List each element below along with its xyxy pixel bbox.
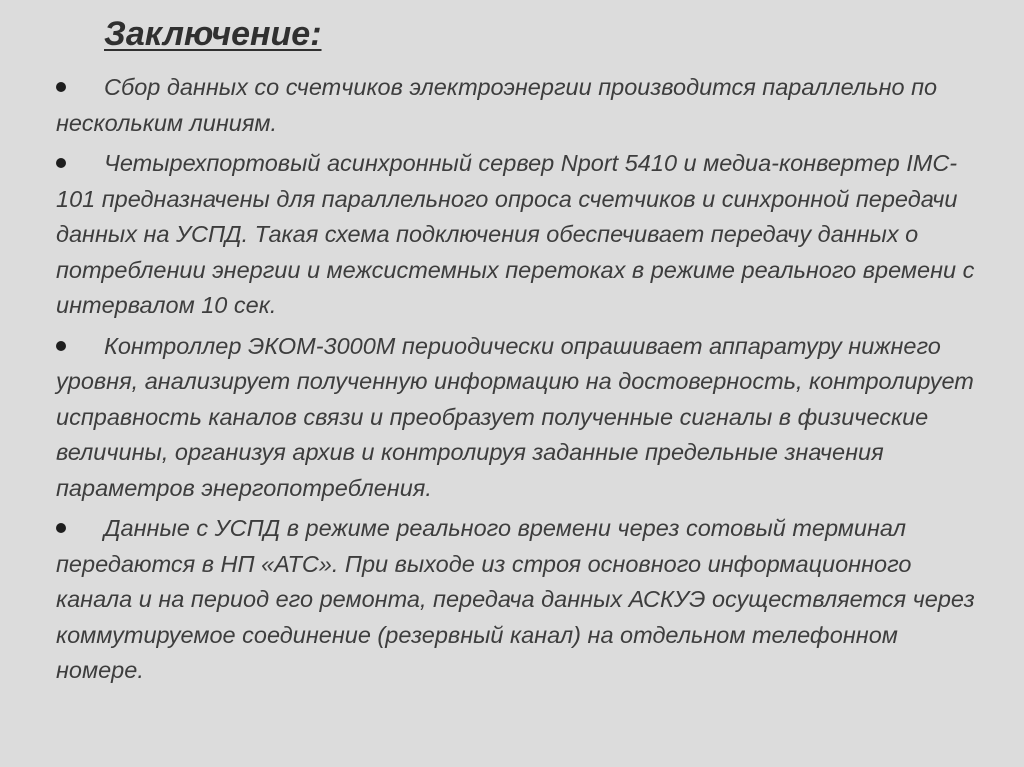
bullet-item bbox=[56, 146, 976, 324]
slide-title: Заключение: bbox=[104, 15, 322, 53]
bullet-dot-icon bbox=[56, 158, 66, 168]
bullet-item bbox=[56, 511, 976, 689]
bullet-text: Сбор данных со счетчиков электроэнергии производится параллельно по нескольким линиям. bbox=[56, 74, 938, 136]
bullet-text: Четырехпортовый асинхронный сервер Nport 5410 и медиа-конвертер IMC-101 предназначены для параллельного опроса счетчиков и синхронной передачи данных на УСПД. Такая схема подключения обеспечивает передачу данных о потреблении энергии и межсистемных перетоках в режиме реального времени с интервалом 10 сек. bbox=[56, 150, 975, 318]
bullet-dot-icon bbox=[56, 82, 66, 92]
bullet-item bbox=[56, 70, 976, 141]
bullet-list bbox=[56, 70, 976, 694]
bullet-text: Контроллер ЭКОМ-3000М периодически опрашивает аппаратуру нижнего уровня, анализирует полученную информацию на достоверность, контролирует исправность каналов связи и преобразует полученные сигналы в физические величины, организуя архив и контролируя заданные предельные значения параметров энергопотребления. bbox=[56, 332, 974, 501]
bullet-dot-icon bbox=[56, 341, 66, 351]
bullet-item bbox=[56, 329, 976, 507]
bullet-text: Данные с УСПД в режиме реального времени через сотовый терминал передаются в НП «АТС». При выходе из строя основного информационного канала и на период его ремонта, передача данных АСКУЭ осуществляется через коммутируемое соединение (резервный канал) на отдельном телефонном номере. bbox=[56, 515, 975, 683]
bullet-dot-icon bbox=[56, 523, 66, 533]
